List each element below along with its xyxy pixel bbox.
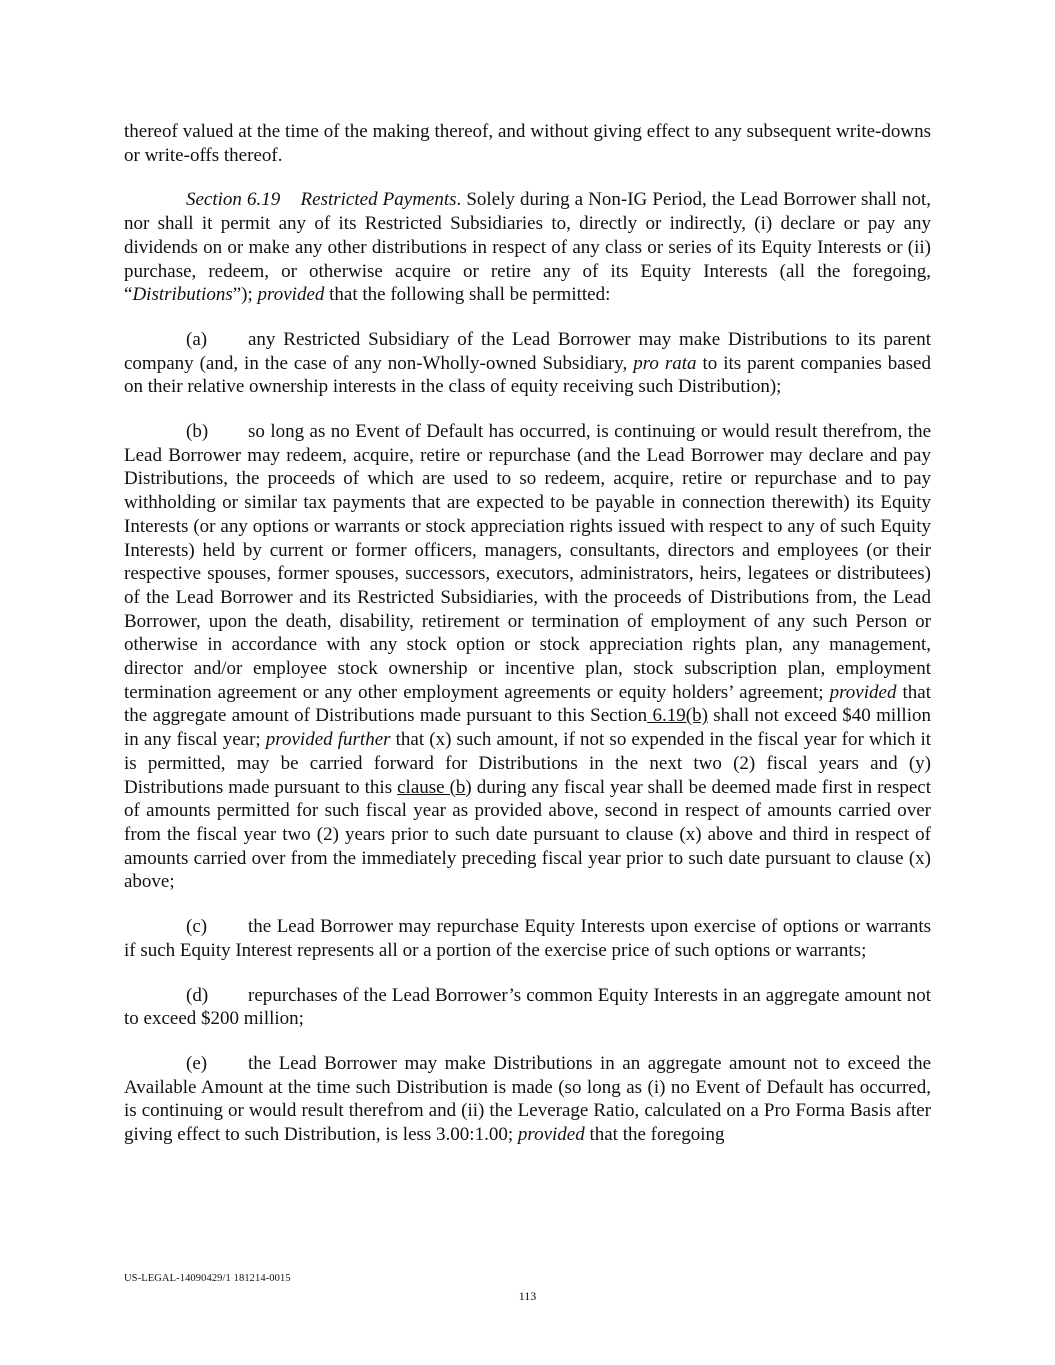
clause-c-label: (c): [186, 916, 208, 938]
document-body: [124, 120, 931, 1168]
document-id-footer: US-LEGAL-14090429/1 181214-0015: [124, 1273, 291, 1284]
intro-paragraph: thereof valued at the time of the making thereof, and without giving effect to any subsequent write-downs or write-offs thereof.: [124, 121, 931, 166]
proviso-further-term: provided further: [265, 729, 391, 751]
proviso-term: provided: [829, 681, 897, 703]
section-reference: 6.19(b): [647, 705, 708, 727]
proviso-term: provided: [517, 1124, 585, 1146]
page-number: 113: [518, 1289, 537, 1303]
defined-term: Distributions: [132, 284, 233, 306]
clause-a-label: (a): [186, 328, 208, 350]
clause-c-paragraph: (c) the Lead Borrower may repurchase Equity Interests upon exercise of options or warrants if such Equity Interest represents all or a portion of the exercise price of such options or warrants;: [124, 916, 931, 961]
proviso-term: provided: [257, 284, 325, 306]
clause-b-paragraph: (b) so long as no Event of Default has occurred, is continuing or would result therefrom, the Lead Borrower may redeem, acquire, retire or repurchase (and the Lead Borrower may declare and pay Distributions, the proceeds of which are used to so redeem, acquire, retire or repurchase and to pay withholding or similar tax payments that are expected to be payable in connection therewith) its Equity Interests (or any options or warrants or stock appreciation rights issued with respect to any of such Equity Interests) held by current or former officers, managers, consultants, directors and employees (or their respective spouses, former spouses, successors, executors, administrators, heirs, legatees or distributees) of the Lead Borrower and its Restricted Subsidiaries, with the proceeds of Distributions from, the Lead Borrower, upon the death, disability, retirement or termination of employment of any such Person or otherwise in accordance with any stock option or stock appreciation rights plan, any management, director and/or employee stock ownership or incentive plan, stock subscription plan, employment termination agreement or any other employment agreements or equity holders’ agreement; provided that the aggregate amount of Distributions made pursuant to this Section 6.19(b) shall not exceed $40 million in any fiscal year; provided further that (x) such amount, if not so expended in the fiscal year for which it is permitted, may be carried forward for Distributions in the next two (2) fiscal years and (y) Distributions made pursuant to this clause (b) during any fiscal year shall be deemed made first in respect of amounts permitted for such fiscal year as provided above, second in respect of amounts carried over from the fiscal year two (2) years prior to such date pursuant to clause (x) above and third in respect of amounts carried over from the immediately preceding fiscal year prior to such date pursuant to clause (x) above;: [124, 421, 931, 893]
section-title: Restricted Payments: [300, 189, 457, 211]
pro-rata-term: pro rata: [633, 352, 697, 374]
section-6-19-paragraph: Section 6.19 Restricted Payments. Solely during a Non-IG Period, the Lead Borrower shall not, nor shall it permit any of its Restricted Subsidiaries to, directly or indirectly, (i) declare or pay any dividends on or make any other distributions in respect of any class or series of its Equity Interests or (ii) purchase, redeem, or otherwise acquire or retire any of its Equity Interests (all the foregoing, “Distributions”); provided that the following shall be permitted:: [124, 189, 931, 306]
clause-e-label: (e): [186, 1052, 208, 1074]
clause-reference: clause (b): [397, 776, 472, 798]
section-number: Section 6.19: [186, 189, 281, 211]
clause-e-paragraph: (e) the Lead Borrower may make Distributions in an aggregate amount not to exceed the Available Amount at the time such Distribution is made (so long as (i) no Event of Default has occurred, is continuing or would result therefrom and (ii) the Leverage Ratio, calculated on a Pro Forma Basis after giving effect to such Distribution, is less 3.00:1.00; provided that the foregoing: [124, 1052, 931, 1146]
clause-d-paragraph: (d) repurchases of the Lead Borrower’s common Equity Interests in an aggregate amount not to exceed $200 million;: [124, 984, 931, 1030]
clause-b-label: (b): [186, 421, 209, 443]
clause-d-label: (d): [186, 984, 209, 1006]
clause-a-paragraph: (a) any Restricted Subsidiary of the Lead Borrower may make Distributions to its parent company (and, in the case of any non-Wholly-owned Subsidiary, pro rata to its parent companies based on their relative ownership interests in the class of equity receiving such Distribution);: [124, 328, 931, 398]
